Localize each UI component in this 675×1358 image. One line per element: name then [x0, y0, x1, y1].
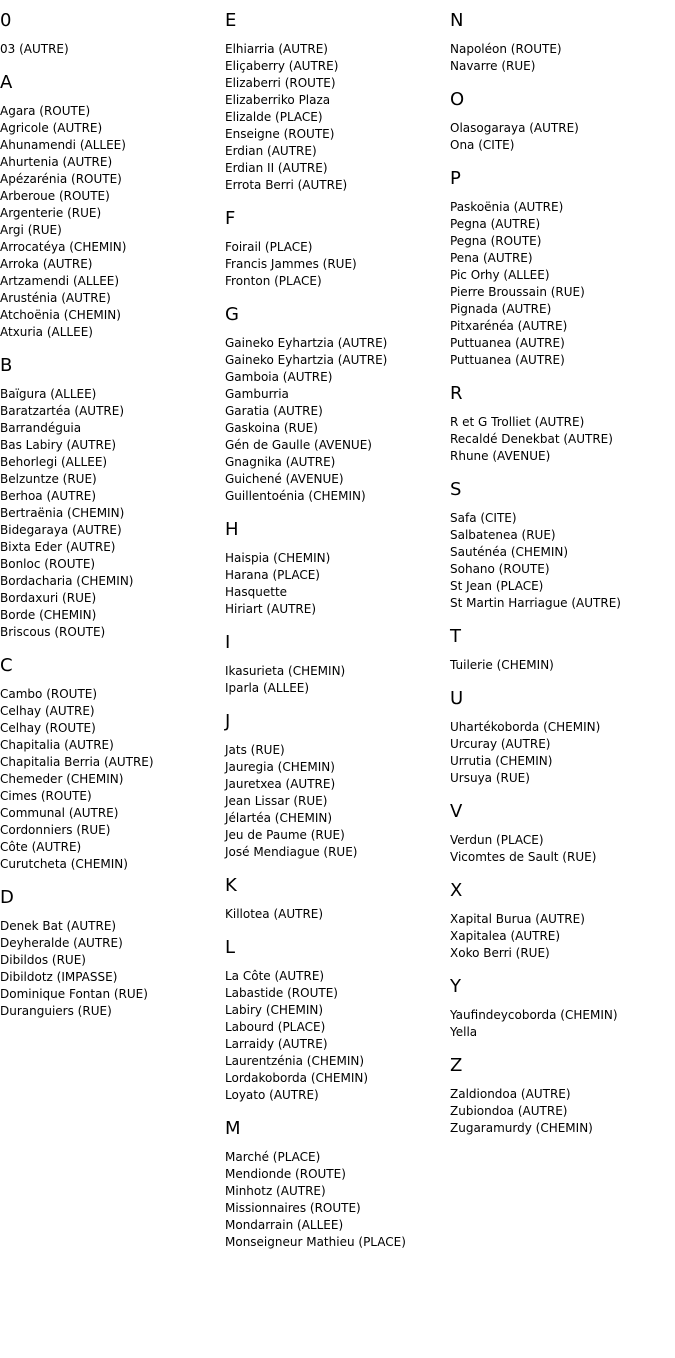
street-link[interactable]: Elizaberriko Plaza: [225, 93, 331, 107]
street-link[interactable]: Cordonniers (RUE): [0, 823, 111, 837]
street-list: [450, 510, 670, 612]
street-link[interactable]: Chapitalia Berria (AUTRE): [0, 755, 154, 769]
street-link[interactable]: Gaskoina (RUE): [225, 421, 318, 435]
street-link[interactable]: Gaineko Eyhartzia (AUTRE): [225, 353, 388, 367]
section-letter-heading: H: [225, 519, 239, 540]
street-link[interactable]: Yaufindeycoborda (CHEMIN): [450, 1008, 618, 1022]
street-link[interactable]: Lordakoborda (CHEMIN): [225, 1071, 369, 1085]
street-link[interactable]: Monseigneur Mathieu (PLACE): [225, 1235, 406, 1249]
street-link[interactable]: Borde (CHEMIN): [0, 608, 97, 622]
street-link[interactable]: Gaineko Eyhartzia (AUTRE): [225, 336, 388, 350]
section-letter-heading: N: [450, 10, 464, 31]
street-list: [225, 906, 445, 923]
street-link[interactable]: Loyato (AUTRE): [225, 1088, 319, 1102]
letter-section: [450, 1055, 670, 1137]
street-link[interactable]: 03 (AUTRE): [0, 42, 69, 56]
street-list: [225, 41, 445, 194]
street-link[interactable]: Xapital Burua (AUTRE): [450, 912, 585, 926]
street-link[interactable]: Gén de Gaulle (AVENUE): [225, 438, 372, 452]
section-letter-heading: R: [450, 383, 463, 404]
section-letter-heading: X: [450, 880, 463, 901]
street-list: [0, 103, 220, 341]
street-link[interactable]: R et G Trolliet (AUTRE): [450, 415, 585, 429]
street-link[interactable]: Jats (RUE): [225, 743, 285, 757]
street-list: [450, 120, 670, 154]
letter-section: [225, 937, 445, 1104]
street-link[interactable]: Labastide (ROUTE): [225, 986, 338, 1000]
street-link[interactable]: Marché (PLACE): [225, 1150, 321, 1164]
street-link[interactable]: Jauregia (CHEMIN): [225, 760, 335, 774]
street-link[interactable]: Briscous (ROUTE): [0, 625, 106, 639]
letter-section: [225, 519, 445, 618]
street-list: [225, 335, 445, 505]
street-link[interactable]: Deyheralde (AUTRE): [0, 936, 123, 950]
street-link[interactable]: Mendionde (ROUTE): [225, 1167, 346, 1181]
section-letter-heading: Y: [450, 976, 461, 997]
section-letter-heading: 0: [0, 10, 12, 31]
street-link[interactable]: Barrandéguia: [0, 421, 82, 435]
street-link[interactable]: Argi (RUE): [0, 223, 62, 237]
street-link[interactable]: Foirail (PLACE): [225, 240, 313, 254]
street-link[interactable]: Vicomtes de Sault (RUE): [450, 850, 597, 864]
street-link[interactable]: Recaldé Denekbat (AUTRE): [450, 432, 613, 446]
street-link[interactable]: Bonloc (ROUTE): [0, 557, 96, 571]
street-link[interactable]: Olasogaraya (AUTRE): [450, 121, 579, 135]
street-list: [225, 742, 445, 861]
street-link[interactable]: Guillentoénia (CHEMIN): [225, 489, 366, 503]
street-link[interactable]: Xapitalea (AUTRE): [450, 929, 561, 943]
letter-section: [450, 383, 670, 465]
street-link[interactable]: Pitxarénéa (AUTRE): [450, 319, 568, 333]
street-link[interactable]: St Martin Harriague (AUTRE): [450, 596, 621, 610]
section-letter-heading: K: [225, 875, 237, 896]
street-link[interactable]: Larraidy (AUTRE): [225, 1037, 328, 1051]
street-link[interactable]: Baratzartéa (AUTRE): [0, 404, 125, 418]
street-list: [0, 386, 220, 641]
street-link[interactable]: Argenterie (RUE): [0, 206, 102, 220]
street-link[interactable]: Bidegaraya (AUTRE): [0, 523, 122, 537]
letter-section: [0, 10, 220, 58]
street-link[interactable]: Elhiarria (AUTRE): [225, 42, 328, 56]
street-link[interactable]: Zubiondoa (AUTRE): [450, 1104, 568, 1118]
section-letter-heading: G: [225, 304, 239, 325]
section-letter-heading: F: [225, 208, 236, 229]
street-link[interactable]: Gnagnika (AUTRE): [225, 455, 336, 469]
letter-section: [225, 632, 445, 697]
street-link[interactable]: Salbatenea (RUE): [450, 528, 556, 542]
street-link[interactable]: Jélartéa (CHEMIN): [225, 811, 333, 825]
street-link[interactable]: Arusténia (AUTRE): [0, 291, 111, 305]
street-link[interactable]: Sauténéa (CHEMIN): [450, 545, 569, 559]
letter-section: [450, 976, 670, 1041]
letter-section: [450, 479, 670, 612]
street-link[interactable]: Xoko Berri (RUE): [450, 946, 550, 960]
street-link[interactable]: Pegna (AUTRE): [450, 217, 541, 231]
street-link[interactable]: Ahurtenia (AUTRE): [0, 155, 113, 169]
street-link[interactable]: Errota Berri (AUTRE): [225, 178, 348, 192]
letter-section: [450, 801, 670, 866]
street-link[interactable]: Dominique Fontan (RUE): [0, 987, 148, 1001]
letter-section: [0, 887, 220, 1020]
street-link[interactable]: Berhoa (AUTRE): [0, 489, 97, 503]
street-link[interactable]: Erdian II (AUTRE): [225, 161, 328, 175]
street-list: [450, 414, 670, 465]
street-link[interactable]: Mondarrain (ALLEE): [225, 1218, 344, 1232]
street-list: [225, 1149, 445, 1251]
street-link[interactable]: Jeu de Paume (RUE): [225, 828, 345, 842]
street-list: [0, 918, 220, 1020]
section-letter-heading: J: [225, 711, 231, 732]
street-link[interactable]: Denek Bat (AUTRE): [0, 919, 117, 933]
street-link[interactable]: Dibildos (RUE): [0, 953, 86, 967]
street-link[interactable]: Killotea (AUTRE): [225, 907, 324, 921]
street-link[interactable]: Agricole (AUTRE): [0, 121, 103, 135]
street-link[interactable]: Hiriart (AUTRE): [225, 602, 317, 616]
street-link[interactable]: Eliçaberry (AUTRE): [225, 59, 339, 73]
street-link[interactable]: Bixta Eder (AUTRE): [0, 540, 116, 554]
street-list: [225, 239, 445, 290]
street-link[interactable]: Puttuanea (AUTRE): [450, 353, 565, 367]
street-link[interactable]: Jauretxea (AUTRE): [225, 777, 336, 791]
street-link[interactable]: Belzuntze (RUE): [0, 472, 97, 486]
street-link[interactable]: José Mendiague (RUE): [225, 845, 358, 859]
street-link[interactable]: Napoléon (ROUTE): [450, 42, 562, 56]
letter-section: [450, 880, 670, 962]
street-link[interactable]: Atxuria (ALLEE): [0, 325, 93, 339]
letter-section: [0, 655, 220, 873]
section-letter-heading: A: [0, 72, 13, 93]
street-link[interactable]: Paskoënia (AUTRE): [450, 200, 564, 214]
street-link[interactable]: Pena (AUTRE): [450, 251, 533, 265]
street-link[interactable]: Iparla (ALLEE): [225, 681, 310, 695]
street-link[interactable]: Chapitalia (AUTRE): [0, 738, 114, 752]
street-link[interactable]: Duranguiers (RUE): [0, 1004, 112, 1018]
street-link[interactable]: Ikasurieta (CHEMIN): [225, 664, 346, 678]
section-letter-heading: V: [450, 801, 463, 822]
street-link[interactable]: Cimes (ROUTE): [0, 789, 92, 803]
street-list: [450, 41, 670, 75]
street-link[interactable]: Elizalde (PLACE): [225, 110, 323, 124]
street-link[interactable]: Urcuray (AUTRE): [450, 737, 551, 751]
street-list: [225, 663, 445, 697]
section-letter-heading: U: [450, 688, 464, 709]
street-link[interactable]: Zaldiondoa (AUTRE): [450, 1087, 571, 1101]
street-link[interactable]: Apézarénia (ROUTE): [0, 172, 122, 186]
street-link[interactable]: Sohano (ROUTE): [450, 562, 550, 576]
street-link[interactable]: Ona (CITE): [450, 138, 515, 152]
street-link[interactable]: Minhotz (AUTRE): [225, 1184, 326, 1198]
letter-section: [225, 711, 445, 861]
street-link[interactable]: Arroka (AUTRE): [0, 257, 93, 271]
street-list: [450, 657, 670, 674]
section-letter-heading: S: [450, 479, 462, 500]
street-link[interactable]: Elizaberri (ROUTE): [225, 76, 336, 90]
street-link[interactable]: Safa (CITE): [450, 511, 517, 525]
street-link[interactable]: Communal (AUTRE): [0, 806, 119, 820]
street-link[interactable]: Garatia (AUTRE): [225, 404, 323, 418]
street-link[interactable]: Behorlegi (ALLEE): [0, 455, 108, 469]
street-link[interactable]: Ahunamendi (ALLEE): [0, 138, 126, 152]
street-link[interactable]: Yella: [450, 1025, 478, 1039]
street-list: [225, 550, 445, 618]
street-link[interactable]: Bordaxuri (RUE): [0, 591, 97, 605]
street-link[interactable]: St Jean (PLACE): [450, 579, 544, 593]
street-link[interactable]: Laurentzénia (CHEMIN): [225, 1054, 365, 1068]
street-link[interactable]: Haispia (CHEMIN): [225, 551, 331, 565]
street-link[interactable]: Bertraënia (CHEMIN): [0, 506, 125, 520]
letter-section: [225, 304, 445, 505]
street-link[interactable]: Tuilerie (CHEMIN): [450, 658, 554, 672]
section-letter-heading: B: [0, 355, 13, 376]
street-list: [0, 41, 220, 58]
section-letter-heading: T: [450, 626, 461, 647]
letter-section: [0, 72, 220, 341]
street-link[interactable]: Gamboia (AUTRE): [225, 370, 333, 384]
section-letter-heading: Z: [450, 1055, 463, 1076]
street-link[interactable]: Labourd (PLACE): [225, 1020, 326, 1034]
street-link[interactable]: Cambo (ROUTE): [0, 687, 98, 701]
street-link[interactable]: Côte (AUTRE): [0, 840, 82, 854]
street-link[interactable]: Guichené (AVENUE): [225, 472, 344, 486]
street-link[interactable]: Zugaramurdy (CHEMIN): [450, 1121, 593, 1135]
street-index-column: [225, 10, 445, 1265]
letter-section: [450, 688, 670, 787]
street-link[interactable]: Arrocatéya (CHEMIN): [0, 240, 127, 254]
street-link[interactable]: Pignada (AUTRE): [450, 302, 552, 316]
letter-section: [225, 10, 445, 194]
street-list: [450, 199, 670, 369]
letter-section: [450, 626, 670, 674]
street-link[interactable]: La Côte (AUTRE): [225, 969, 325, 983]
street-link[interactable]: Fronton (PLACE): [225, 274, 322, 288]
street-link[interactable]: Arberoue (ROUTE): [0, 189, 110, 203]
street-link[interactable]: Labiry (CHEMIN): [225, 1003, 324, 1017]
section-letter-heading: L: [225, 937, 236, 958]
street-link[interactable]: Navarre (RUE): [450, 59, 536, 73]
section-letter-heading: I: [225, 632, 231, 653]
street-link[interactable]: Missionnaires (ROUTE): [225, 1201, 361, 1215]
street-list: [450, 832, 670, 866]
street-index-column: [0, 10, 220, 1034]
street-link[interactable]: Hasquette: [225, 585, 288, 599]
street-link[interactable]: Ursuya (RUE): [450, 771, 530, 785]
street-list: [450, 719, 670, 787]
street-link[interactable]: Uhartékoborda (CHEMIN): [450, 720, 601, 734]
street-link[interactable]: Gamburria: [225, 387, 289, 401]
letter-section: [450, 168, 670, 369]
street-link[interactable]: Enseigne (ROUTE): [225, 127, 335, 141]
street-link[interactable]: Harana (PLACE): [225, 568, 320, 582]
section-letter-heading: O: [450, 89, 465, 110]
street-link[interactable]: Pegna (ROUTE): [450, 234, 542, 248]
street-link[interactable]: Rhune (AVENUE): [450, 449, 551, 463]
letter-section: [225, 875, 445, 923]
street-list: [450, 1086, 670, 1137]
section-letter-heading: M: [225, 1118, 241, 1139]
street-link[interactable]: Erdian (AUTRE): [225, 144, 317, 158]
section-letter-heading: P: [450, 168, 461, 189]
street-link[interactable]: Baïgura (ALLEE): [0, 387, 97, 401]
letter-section: [225, 208, 445, 290]
section-letter-heading: D: [0, 887, 14, 908]
street-link[interactable]: Curutcheta (CHEMIN): [0, 857, 128, 871]
street-link[interactable]: Celhay (AUTRE): [0, 704, 95, 718]
street-link[interactable]: Artzamendi (ALLEE): [0, 274, 120, 288]
letter-section: [450, 10, 670, 75]
street-list: [450, 1007, 670, 1041]
street-list: [0, 686, 220, 873]
street-index-column: [450, 10, 670, 1151]
letter-section: [0, 355, 220, 641]
street-link[interactable]: Celhay (ROUTE): [0, 721, 96, 735]
street-link[interactable]: Pierre Broussain (RUE): [450, 285, 585, 299]
letter-section: [450, 89, 670, 154]
street-list: [225, 968, 445, 1104]
letter-section: [225, 1118, 445, 1251]
street-link[interactable]: Bas Labiry (AUTRE): [0, 438, 117, 452]
street-link[interactable]: Chemeder (CHEMIN): [0, 772, 124, 786]
street-link[interactable]: Bordacharia (CHEMIN): [0, 574, 134, 588]
street-link[interactable]: Francis Jammes (RUE): [225, 257, 357, 271]
street-link[interactable]: Puttuanea (AUTRE): [450, 336, 565, 350]
street-link[interactable]: Agara (ROUTE): [0, 104, 91, 118]
street-link[interactable]: Verdun (PLACE): [450, 833, 544, 847]
street-link[interactable]: Urrutia (CHEMIN): [450, 754, 553, 768]
street-link[interactable]: Atchoënia (CHEMIN): [0, 308, 121, 322]
street-list: [450, 911, 670, 962]
section-letter-heading: E: [225, 10, 237, 31]
street-link[interactable]: Jean Lissar (RUE): [225, 794, 328, 808]
street-link[interactable]: Dibildotz (IMPASSE): [0, 970, 118, 984]
street-link[interactable]: Pic Orhy (ALLEE): [450, 268, 550, 282]
section-letter-heading: C: [0, 655, 13, 676]
